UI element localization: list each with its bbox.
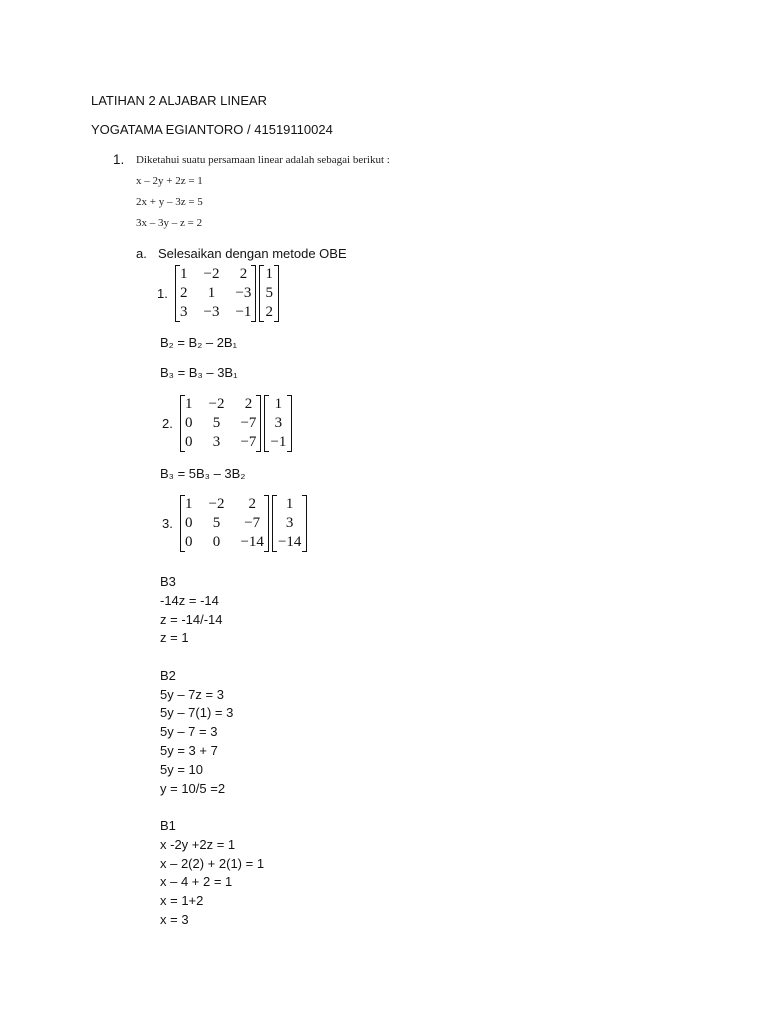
matrix-cell: −3 bbox=[203, 304, 220, 320]
solution-heading: B2 bbox=[160, 667, 176, 683]
matrix-cell: −14 bbox=[240, 534, 264, 550]
coefficient-matrix bbox=[175, 265, 256, 322]
matrix-cell: 3 bbox=[212, 434, 221, 450]
solution-group-b1 bbox=[160, 817, 264, 930]
matrix-cell: 0 bbox=[185, 534, 193, 550]
question-number: 1. bbox=[113, 152, 125, 167]
augmented-matrix-step-1 bbox=[157, 265, 279, 322]
vector-cell: 1 bbox=[265, 266, 273, 282]
matrix-step-label: 2. bbox=[162, 415, 173, 431]
row-operation-3: B₃ = 5B₃ – 3B₂ bbox=[160, 466, 246, 481]
back-substitution bbox=[160, 573, 264, 930]
solution-line: x = 3 bbox=[160, 912, 189, 928]
solution-line: x = 1+2 bbox=[160, 893, 204, 909]
question-statement: Diketahui suatu persamaan linear adalah sebagai berikut : bbox=[136, 154, 390, 166]
solution-line: z = 1 bbox=[160, 630, 189, 646]
matrix-cell: 2 bbox=[244, 396, 253, 412]
coefficient-matrix bbox=[180, 495, 269, 552]
part-letter: a. bbox=[136, 246, 147, 261]
author-line: YOGATAMA EGIANTORO / 41519110024 bbox=[91, 122, 333, 137]
augmented-matrix-step-2 bbox=[162, 395, 292, 452]
solution-line: x – 2(2) + 2(1) = 1 bbox=[160, 855, 265, 871]
document-title: LATIHAN 2 ALJABAR LINEAR bbox=[91, 93, 268, 108]
constant-vector bbox=[272, 495, 307, 552]
matrix-cell: −2 bbox=[208, 396, 225, 412]
solution-heading: B3 bbox=[160, 574, 176, 589]
matrix-cell: −3 bbox=[235, 285, 252, 301]
matrix-cell: 0 bbox=[185, 434, 193, 450]
coefficient-matrix bbox=[180, 395, 261, 452]
constant-vector bbox=[259, 265, 279, 322]
vector-cell: 5 bbox=[265, 285, 273, 301]
vector-cell: 1 bbox=[274, 396, 283, 412]
matrix-cell: 1 bbox=[185, 396, 193, 412]
vector-cell: −1 bbox=[270, 434, 287, 450]
equation-2: 2x + y – 3z = 5 bbox=[136, 196, 203, 208]
matrix-cell: 5 bbox=[212, 515, 221, 531]
solution-line: 5y – 7(1) = 3 bbox=[160, 705, 234, 721]
matrix-cell: −1 bbox=[235, 304, 252, 320]
matrix-cell: −7 bbox=[244, 515, 261, 531]
equation-3: 3x – 3y – z = 2 bbox=[136, 217, 203, 229]
part-instruction: Selesaikan dengan metode OBE bbox=[158, 246, 347, 261]
vector-cell: −14 bbox=[277, 534, 302, 550]
augmented-matrix-step-3 bbox=[162, 495, 307, 552]
solution-group-b2 bbox=[160, 667, 264, 798]
matrix-cell: 2 bbox=[180, 285, 188, 301]
matrix-step-label: 1. bbox=[157, 285, 168, 301]
constant-vector bbox=[264, 395, 292, 452]
equation-1: x – 2y + 2z = 1 bbox=[136, 175, 203, 187]
matrix-cell: 0 bbox=[212, 534, 221, 550]
vector-cell: 1 bbox=[285, 496, 294, 512]
vector-cell: 3 bbox=[285, 515, 294, 531]
solution-line: 5y – 7z = 3 bbox=[160, 686, 224, 702]
solution-line: x – 4 + 2 = 1 bbox=[160, 874, 233, 890]
matrix-cell: 0 bbox=[185, 515, 193, 531]
row-operation-2: B₃ = B₃ – 3B₁ bbox=[160, 365, 238, 380]
matrix-cell: −7 bbox=[240, 434, 257, 450]
matrix-cell: −2 bbox=[203, 266, 220, 282]
solution-line: 5y = 10 bbox=[160, 761, 204, 777]
solution-heading: B1 bbox=[160, 818, 176, 834]
solution-line: 5y – 7 = 3 bbox=[160, 724, 218, 740]
matrix-cell: 3 bbox=[180, 304, 188, 320]
matrix-cell: −2 bbox=[208, 496, 225, 512]
solution-line: x -2y +2z = 1 bbox=[160, 836, 236, 852]
matrix-cell: 2 bbox=[248, 496, 256, 512]
matrix-cell: 1 bbox=[180, 266, 188, 282]
matrix-step-label: 3. bbox=[162, 515, 173, 531]
row-operation-1: B₂ = B₂ – 2B₁ bbox=[160, 335, 237, 350]
solution-line: -14z = -14 bbox=[160, 592, 219, 608]
matrix-cell: 5 bbox=[212, 415, 221, 431]
solution-group-b3 bbox=[160, 573, 264, 648]
solution-line: y = 10/5 =2 bbox=[160, 780, 226, 796]
solution-line: 5y = 3 + 7 bbox=[160, 743, 218, 759]
matrix-cell: 1 bbox=[185, 496, 193, 512]
solution-line: z = -14/-14 bbox=[160, 611, 223, 627]
matrix-cell: −7 bbox=[240, 415, 257, 431]
matrix-cell: 1 bbox=[207, 285, 216, 301]
vector-cell: 2 bbox=[265, 304, 273, 320]
matrix-cell: 0 bbox=[185, 415, 193, 431]
matrix-cell: 2 bbox=[239, 266, 248, 282]
vector-cell: 3 bbox=[274, 415, 283, 431]
